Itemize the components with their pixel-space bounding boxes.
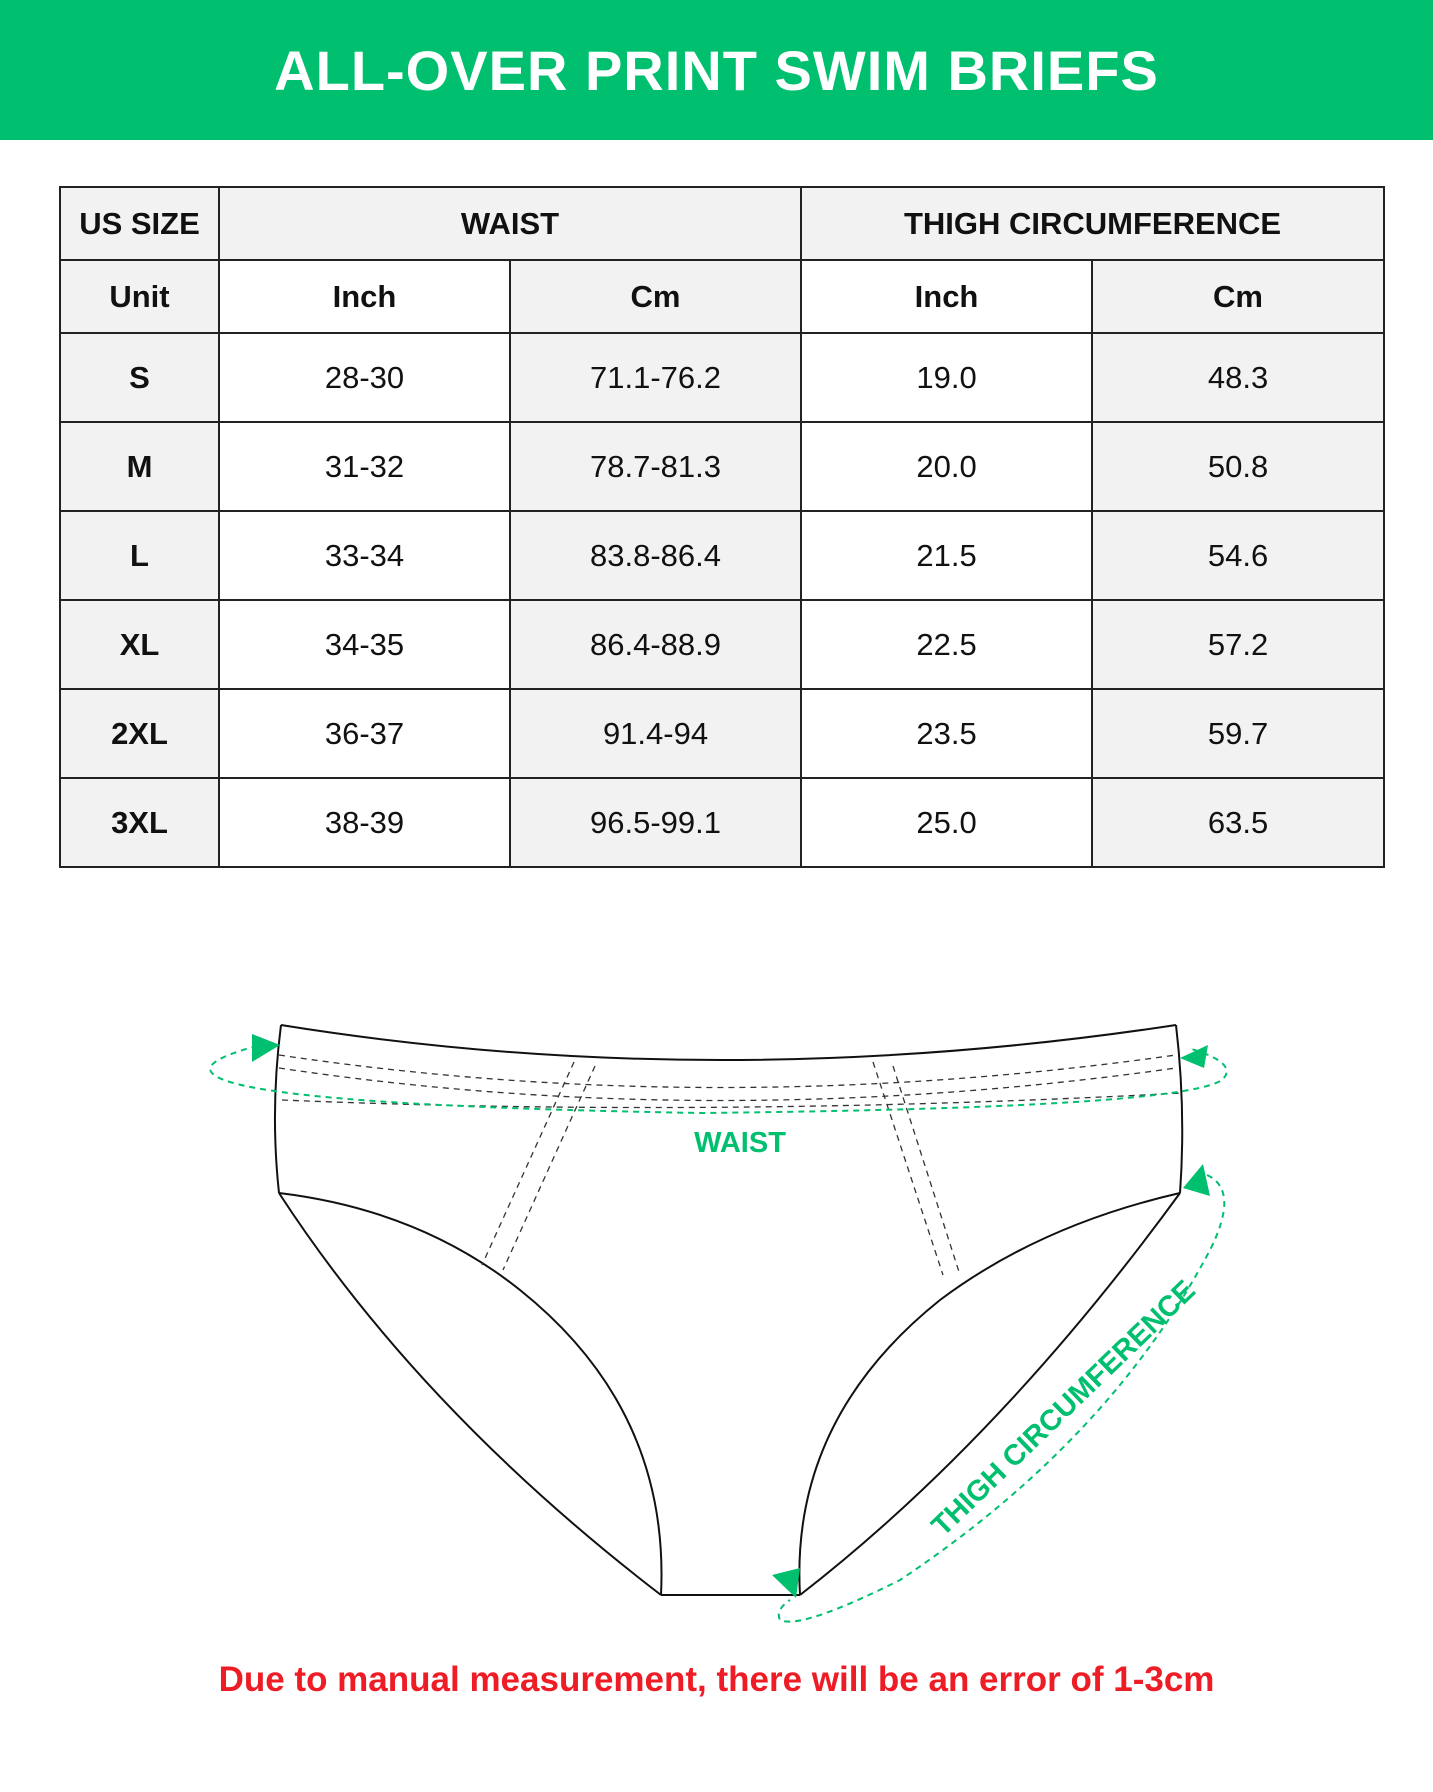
size-cell: L: [60, 511, 219, 600]
thigh-measure-line: [772, 1164, 1224, 1622]
thigh-inch-cell: 19.0: [801, 333, 1092, 422]
waist-cm-cell: 71.1-76.2: [510, 333, 801, 422]
size-cell: S: [60, 333, 219, 422]
table-header-row: [60, 187, 1384, 260]
thigh-cm-cell: 59.7: [1092, 689, 1384, 778]
brief-outline: [275, 1025, 1182, 1595]
thigh-cm-cell: 48.3: [1092, 333, 1384, 422]
waist-measure-line: [210, 1034, 1226, 1113]
thigh-inch-cell: 20.0: [801, 422, 1092, 511]
header-thigh-cm: Cm: [1092, 260, 1384, 333]
page-title: ALL-OVER PRINT SWIM BRIEFS: [274, 38, 1159, 102]
header-thigh: THIGH CIRCUMFERENCE: [801, 187, 1384, 260]
waist-inch-cell: 38-39: [219, 778, 510, 867]
table-row: [60, 600, 1384, 689]
size-cell: XL: [60, 600, 219, 689]
size-chart-table: [59, 186, 1385, 868]
header-waist: WAIST: [219, 187, 801, 260]
thigh-inch-cell: 22.5: [801, 600, 1092, 689]
thigh-inch-cell: 25.0: [801, 778, 1092, 867]
table-row: [60, 422, 1384, 511]
waist-label: WAIST: [694, 1127, 786, 1159]
table-row: [60, 333, 1384, 422]
waist-inch-cell: 31-32: [219, 422, 510, 511]
size-cell: 3XL: [60, 778, 219, 867]
table-row: [60, 511, 1384, 600]
waist-inch-cell: 36-37: [219, 689, 510, 778]
swim-brief-diagram: [0, 990, 1433, 1650]
table-unit-row: [60, 260, 1384, 333]
measurement-note: Due to manual measurement, there will be an error of 1-3cm: [218, 1660, 1215, 1699]
header-waist-inch: Inch: [219, 260, 510, 333]
measure-arrow-icon: [1183, 1164, 1210, 1196]
measure-arrow-icon: [252, 1034, 280, 1062]
thigh-inch-cell: 23.5: [801, 689, 1092, 778]
thigh-label: THIGH CIRCUMFERENCE: [925, 1274, 1202, 1543]
title-banner: [0, 0, 1433, 140]
waist-cm-cell: 83.8-86.4: [510, 511, 801, 600]
header-unit: Unit: [60, 260, 219, 333]
stitch-lines: [279, 1055, 1182, 1275]
thigh-cm-cell: 63.5: [1092, 778, 1384, 867]
table-row: [60, 778, 1384, 867]
waist-inch-cell: 28-30: [219, 333, 510, 422]
waist-inch-cell: 33-34: [219, 511, 510, 600]
header-thigh-inch: Inch: [801, 260, 1092, 333]
thigh-inch-cell: 21.5: [801, 511, 1092, 600]
thigh-cm-cell: 57.2: [1092, 600, 1384, 689]
waist-cm-cell: 86.4-88.9: [510, 600, 801, 689]
waist-cm-cell: 78.7-81.3: [510, 422, 801, 511]
waist-cm-cell: 91.4-94: [510, 689, 801, 778]
waist-inch-cell: 34-35: [219, 600, 510, 689]
thigh-cm-cell: 50.8: [1092, 422, 1384, 511]
table-row: [60, 689, 1384, 778]
waist-cm-cell: 96.5-99.1: [510, 778, 801, 867]
header-us-size: US SIZE: [60, 187, 219, 260]
measure-arrow-icon: [1180, 1045, 1208, 1068]
header-waist-cm: Cm: [510, 260, 801, 333]
thigh-cm-cell: 54.6: [1092, 511, 1384, 600]
size-cell: M: [60, 422, 219, 511]
size-cell: 2XL: [60, 689, 219, 778]
measure-arrow-icon: [772, 1568, 800, 1598]
